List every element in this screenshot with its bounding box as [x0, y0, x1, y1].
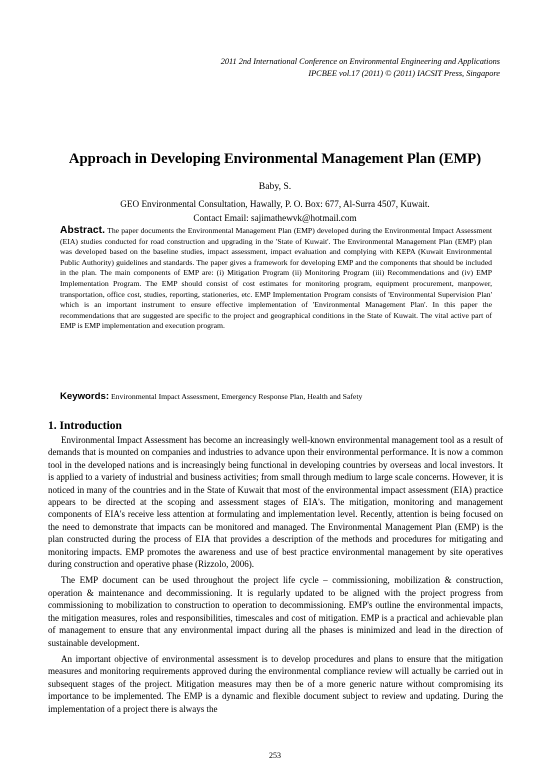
header-line-1: 2011 2nd International Conference on Environmental Engineering and Applications	[220, 57, 500, 66]
paper-title: Approach in Developing Environmental Management Plan (EMP)	[68, 151, 482, 167]
keywords-text: Environmental Impact Assessment, Emergency Response Plan, Health and Safety	[110, 392, 363, 401]
paragraph: Environmental Impact Assessment has become an increasingly well-known environmental management tool as a result of demands that is mounted on companies and industries to advance upon their environmental performance. It is now a common tool in the developed nations and is increasingly being functional in developing countries by overseas and local investors. It is applied to a variety of industrial and business activities; from small through medium to large scale concerns. However, it is noticed in many of the countries and in the State of Kuwait that most of the environmental impact assessment (EIA) practice appears to be directed at the scoping and assessment stages of EIA's. The mitigation, monitoring and management components of EIA's receive less attention at formulating and implementation level. Recently, attention is being focused on the need to demonstrate that impacts can be monitored and managed. The Environmental Management Plan (EMP) is the plan constructed during the process of EIA that provides a description of the methods and procedures for mitigating and monitoring impacts. EMP promotes the awareness and use of best practice environmental management by site operatives during construction and operative phase (Rizzolo, 2006).	[48, 435, 503, 570]
conference-header	[80, 56, 500, 80]
keywords-label: Keywords:	[60, 391, 110, 402]
abstract	[60, 226, 492, 332]
contact-email: Contact Email: sajimathewvk@hotmail.com	[193, 213, 357, 223]
author-affiliation: GEO Environmental Consultation, Hawally, P. O. Box: 677, Al-Surra 4507, Kuwait.	[120, 199, 430, 209]
abstract-label: Abstract.	[60, 225, 106, 236]
paragraph: An important objective of environmental assessment is to develop procedures and plans to ensure that the mitigation measures and monitoring requirements approved during the environmental compliance review will actually be carried out in subsequent stages of the project. Mitigation measures may then be of a more generic nature without compromising its importance to be implemented. The EMP is a dynamic and flexible document subject to review and updating. During the implementation of a project there is always the	[48, 653, 503, 714]
header-line-2: IPCBEE vol.17 (2011) © (2011) IACSIT Press, Singapore	[308, 69, 500, 78]
keywords	[60, 391, 492, 402]
section-body	[48, 434, 503, 719]
abstract-text: The paper documents the Environmental Management Plan (EMP) developed during the Environmental Impact Assessment (EIA) studies conducted for road construction and upgrading in the 'State of Kuwait'. The Environmental Management Plan (EMP) plan was developed based on the baseline studies, impact assessment, impact evaluation and complying with KEPA (Kuwait Environmental Public Authority) guidelines and standards. The paper gives a framework for developing EMP and the components that should be included in the plan. The main components of EMP are: (i) Mitigation Program (ii) Monitoring Program (iii) Recommendations and (iv) EMP Implementation Program. The EMP should consist of cost estimates for monitoring program, equipment procurement, manpower, transportation, office cost, studies, reporting, stationeries, etc. EMP Implementation Program consists of 'Environmental Supervision Plan' which is an important instrument to ensure effective implementation of 'Environmental Management Plan'. In this paper the recommendations that are suggested are specific to the project and geographical conditions in the State of Kuwait. The vital active part of EMP is EMP implementation and execution program.	[60, 226, 492, 331]
author-name: Baby, S.	[258, 181, 292, 192]
page-number: 253	[269, 751, 281, 760]
section-title: 1. Introduction	[48, 420, 122, 432]
paragraph: The EMP document can be used throughout the project life cycle – commissioning, mobilization & construction, operation & maintenance and decommissioning. It is regularly updated to be aligned with the project progress from commissioning to mobilization to construction to operation to decommissioning. EMP's outline the environmental impacts, the mitigation measures, roles and responsibilities, timescales and cost of mitigation. EMP is a practical and achievable plan of management to ensure that any environmental impact during all the phases is minimized and lead in the direction of sustainable development.	[48, 575, 503, 648]
